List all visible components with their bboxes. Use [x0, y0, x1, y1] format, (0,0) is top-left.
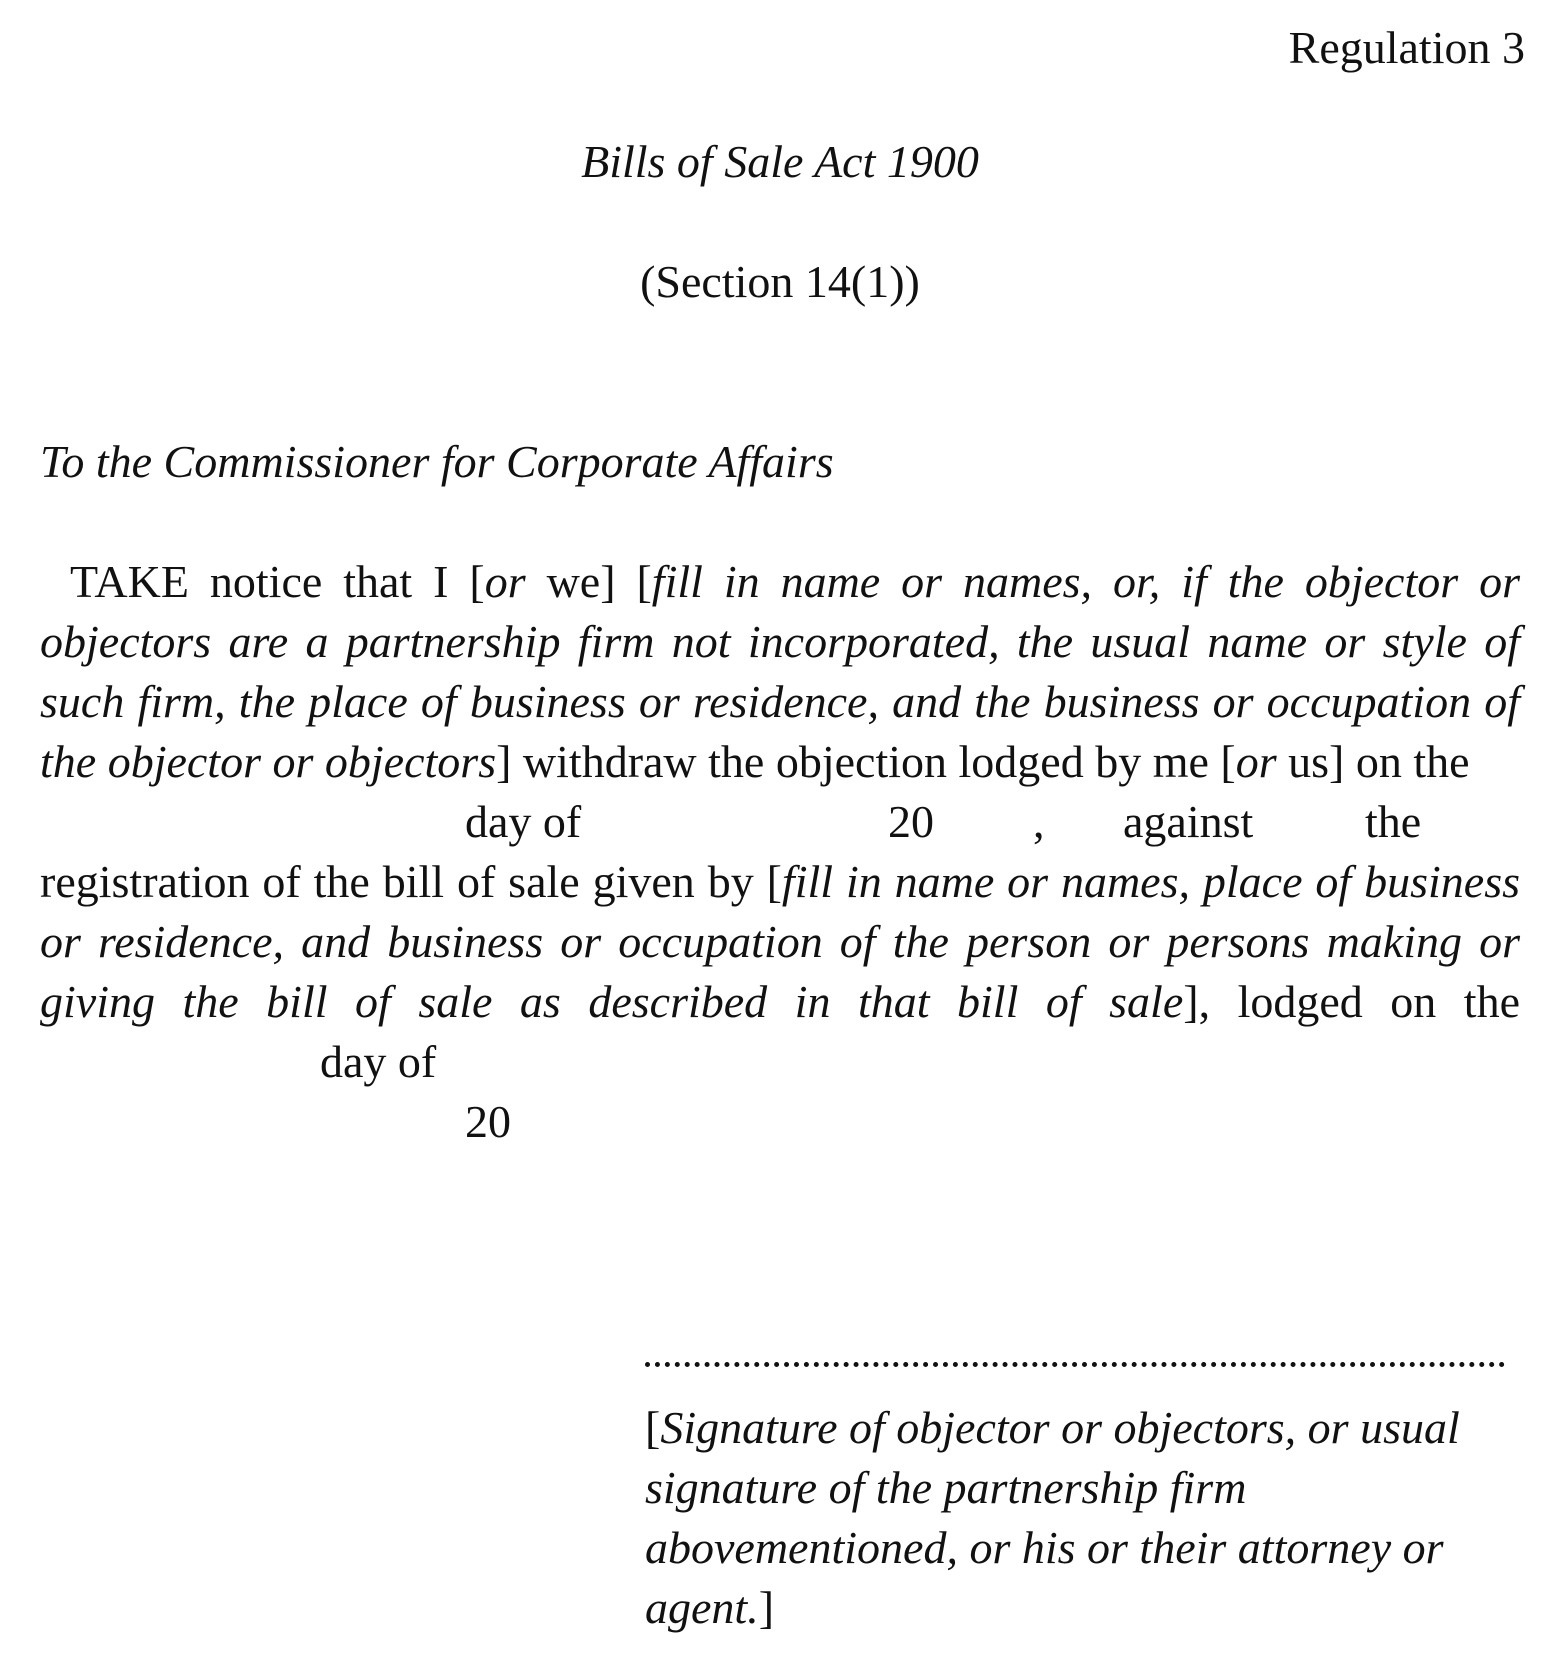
- withdraw-text: ] withdraw the objection lodged by me [: [496, 736, 1236, 787]
- us-on-the-text: us] on the: [1276, 736, 1470, 787]
- the-text: the: [1365, 796, 1422, 847]
- year-prefix: 20: [888, 796, 934, 847]
- day-of-label-2: day of: [320, 1036, 437, 1087]
- day-of-label: day of: [465, 796, 582, 847]
- addressee-line: To the Commissioner for Corporate Affairs: [40, 436, 834, 487]
- notice-paragraph-2: [40, 852, 1520, 1092]
- against-text: against: [1123, 796, 1254, 847]
- act-title: Bills of Sale Act 1900: [581, 136, 979, 187]
- lodged-on-text: ], lodged on the: [1183, 976, 1520, 1027]
- or-text: or: [484, 556, 526, 607]
- year-prefix-2: 20: [465, 1096, 511, 1147]
- section-reference: (Section 14(1)): [640, 256, 920, 307]
- registration-text: registration of the bill of sale given by [: [40, 856, 782, 907]
- grantor-instruction: fill in name or names, place of business or residence, and business or occupation of the person or persons making or giving the bill of sale as described in that bill of sale: [40, 856, 1521, 1027]
- or-text-2: or: [1235, 736, 1277, 787]
- bracket-open: [: [645, 1402, 661, 1453]
- notice-body: [40, 552, 1520, 1152]
- take-notice-text: TAKE notice that I [: [70, 556, 485, 607]
- objection-date-line: [40, 792, 1520, 852]
- objector-instruction: fill in name or names, or, if the objector or objectors are a partnership firm not incorporated, the usual name or style of such firm, the place of business or residence, and the business or occupation of the objector or objectors: [40, 556, 1520, 787]
- signature-line: [645, 1362, 1505, 1367]
- notice-paragraph-1: [40, 552, 1520, 792]
- bracket-close: ]: [758, 1582, 775, 1633]
- signature-instruction: Signature of objector or objectors, or usual signature of the partnership firm abovementioned, or his or their attorney or agent.: [645, 1402, 1460, 1633]
- regulation-reference: Regulation 3: [1288, 22, 1525, 73]
- we-text: we] [: [525, 556, 652, 607]
- comma-text: ,: [1033, 796, 1045, 847]
- lodged-year-line: [40, 1092, 1520, 1152]
- signature-caption: [645, 1398, 1505, 1638]
